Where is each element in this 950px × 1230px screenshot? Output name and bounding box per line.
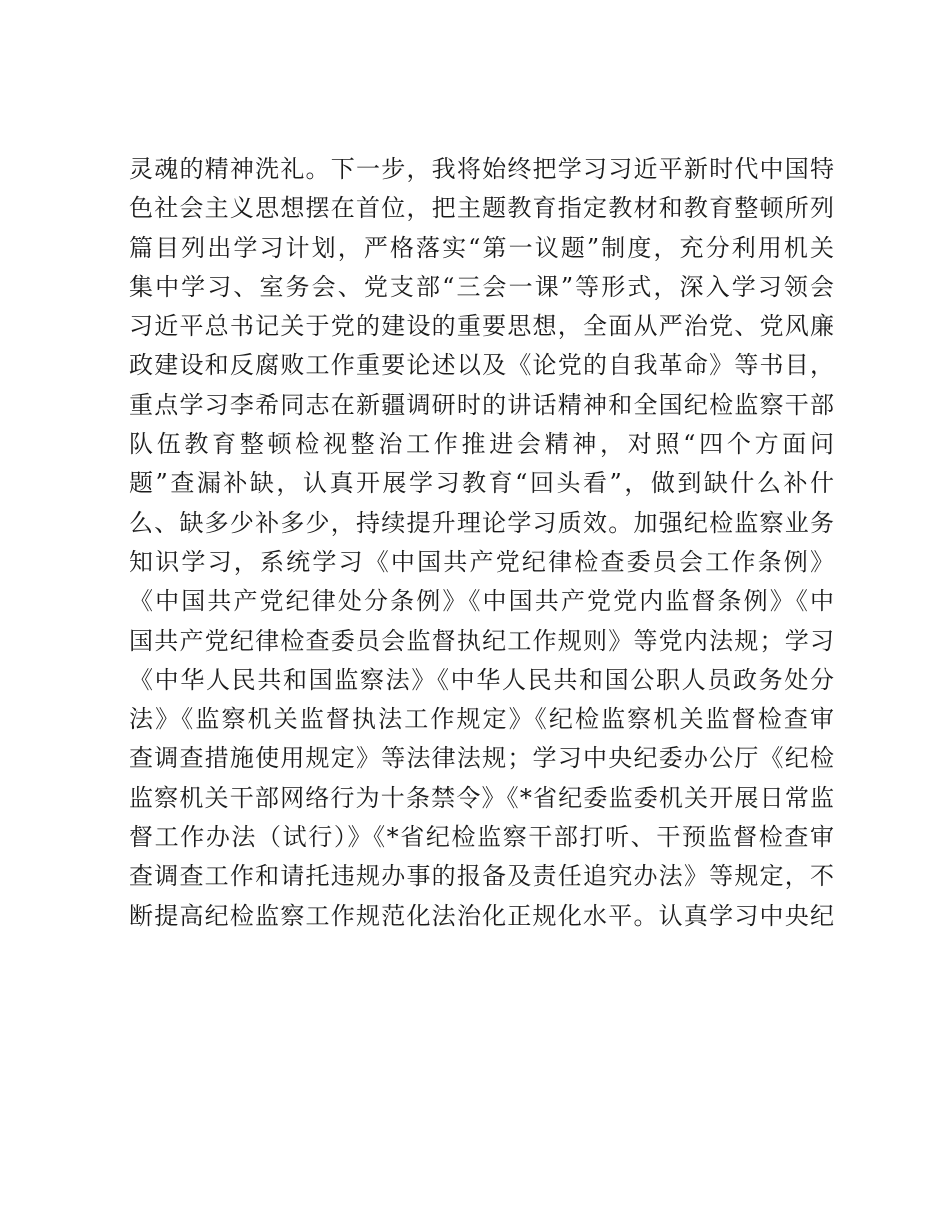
text-line-20: 断提高纪检监察工作规范化法治化正规化水平。认真学习中央纪 <box>129 901 834 930</box>
text-line-5: 习近平总书记关于党的建设的重要思想，全面从严治党、党风廉 <box>129 312 834 341</box>
text-line-6: 政建设和反腐败工作重要论述以及《论党的自我革命》等书目， <box>129 351 834 380</box>
text-line-2: 色社会主义思想摆在首位，把主题教育指定教材和教育整顿所列 <box>129 194 834 223</box>
text-line-8: 队伍教育整顿检视整治工作推进会精神，对照“四个方面问 <box>129 430 834 459</box>
text-line-3: 篇目列出学习计划，严格落实“第一议题”制度，充分利用机关 <box>129 233 834 262</box>
text-line-12: 《中国共产党纪律处分条例》《中国共产党党内监督条例》《中 <box>129 587 834 616</box>
text-line-14: 《中华人民共和国监察法》《中华人民共和国公职人员政务处分 <box>129 665 834 694</box>
text-line-10: 么、缺多少补多少，持续提升理论学习质效。加强纪检监察业务 <box>129 508 834 537</box>
text-line-9: 题”查漏补缺，认真开展学习教育“回头看”，做到缺什么补什 <box>129 469 834 498</box>
text-line-1: 灵魂的精神洗礼。下一步，我将始终把学习习近平新时代中国特 <box>129 155 834 183</box>
text-line-7: 重点学习李希同志在新疆调研时的讲话精神和全国纪检监察干部 <box>129 390 834 419</box>
text-line-19: 查调查工作和请托违规办事的报备及责任追究办法》等规定，不 <box>129 862 834 891</box>
body-paragraph <box>129 150 834 936</box>
text-line-13: 国共产党纪律检查委员会监督执纪工作规则》等党内法规；学习 <box>129 626 834 655</box>
text-line-18: 督工作办法（试行）》《*省纪检监察干部打听、干预监督检查审 <box>129 823 834 852</box>
text-line-15: 法》《监察机关监督执法工作规定》《纪检监察机关监督检查审 <box>129 705 834 734</box>
text-line-16: 查调查措施使用规定》等法律法规；学习中央纪委办公厅《纪检 <box>129 744 834 773</box>
text-line-17: 监察机关干部网络行为十条禁令》《*省纪委监委机关开展日常监 <box>129 783 834 812</box>
text-line-11: 知识学习，系统学习《中国共产党纪律检查委员会工作条例》 <box>129 547 834 576</box>
text-line-4: 集中学习、室务会、党支部“三会一课”等形式，深入学习领会 <box>129 272 834 301</box>
